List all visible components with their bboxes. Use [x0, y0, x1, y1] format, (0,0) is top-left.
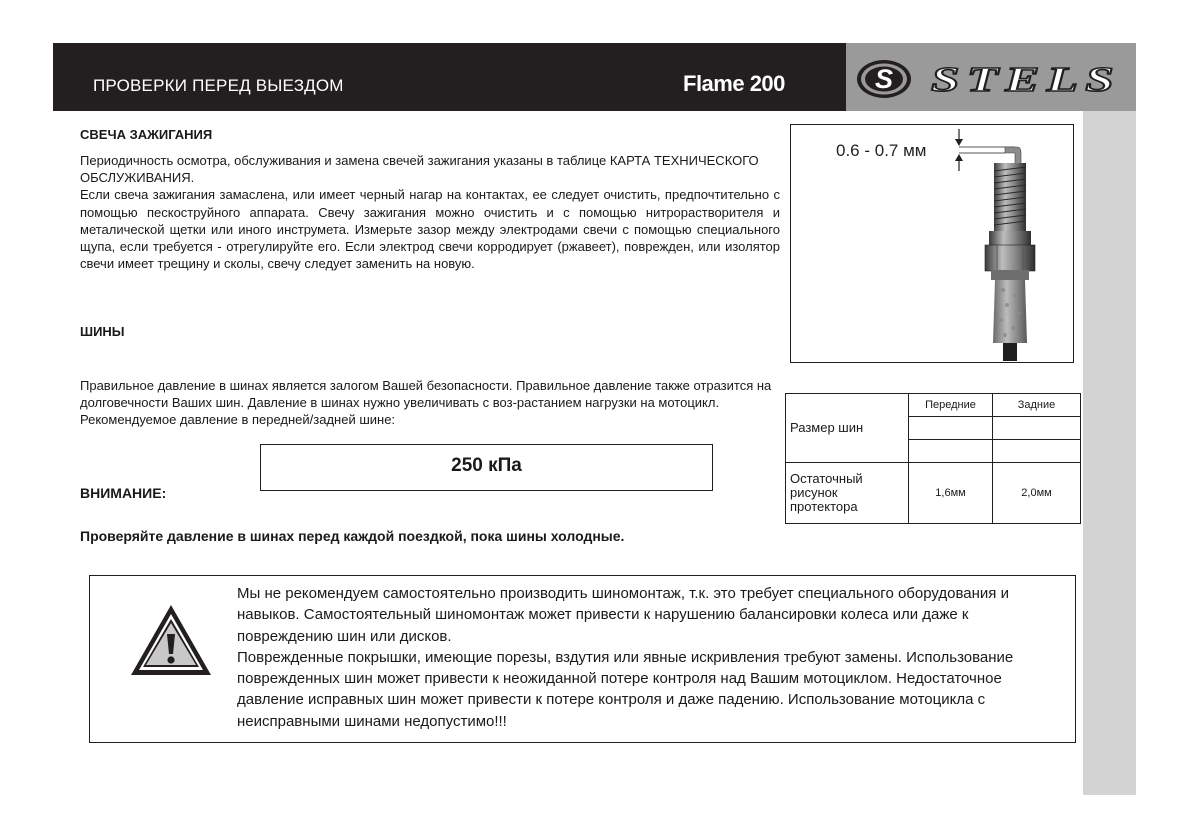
tires-paragraph: Правильное давление в шинах является залогом Вашей безопасности. Правильное давление также отразится на долговечности Ваших шин. Давление в шинах нужно увеличивать с воз-растанием нагрузки на мотоцикл. Рекомендуемое давление в передней/задней шине:	[80, 378, 772, 428]
tire-size-front	[909, 417, 993, 440]
spark-plug-text	[80, 152, 780, 272]
tread-row	[786, 463, 1081, 524]
page-title: ПРОВЕРКИ ПЕРЕД ВЫЕЗДОМ	[93, 76, 344, 95]
warning-paragraph-1: Мы не рекомендуем самостоятельно производить шиномонтаж, т.к. это требует специального оборудования и навыков. Самостоятельный шиномонтаж может привести к нарушению балансировки колеса или даже к повреждению шин или дисков.	[237, 585, 1009, 645]
tire-size-front-2	[909, 440, 993, 463]
tire-size-label: Размер шин	[786, 394, 909, 463]
warning-triangle-icon	[128, 602, 214, 678]
spark-plug-figure	[790, 124, 1074, 363]
electrode-gap-label: 0.6 - 0.7 мм	[836, 141, 927, 160]
svg-text:STELS: STELS	[931, 60, 1121, 99]
tire-table	[785, 393, 1081, 524]
warning-paragraph-2: Поврежденные покрышки, имеющие порезы, вздутия или явные искривления требуют замены. Использование поврежденных шин может привести к неожиданной потере контроля над Вашим мотоциклом. Недостаточное давление исправных шин может привести к потере контроля и даже падению. Использование мотоцикла с неисправными шинами недопустимо!!!	[237, 648, 1014, 730]
tire-size-rear-2	[993, 440, 1081, 463]
spark-plug-icon	[791, 125, 1072, 361]
rear-column-header: Задние	[993, 394, 1081, 417]
pressure-check-note: Проверяйте давление в шинах перед каждой поездкой, пока шины холодные.	[80, 528, 625, 544]
spark-plug-paragraph-2: Если свеча зажигания замаслена, или имеет черный нагар на контактах, ее следует очистить, предпочтительно с помощью пескоструйного аппарата. Свечу зажигания можно очистить и с помощью нитрорастворителя и металической щетки или иного инструмета. Измерьте зазор между электродами свечи с помощью специального щупа, если требуется - отрегулируйте его. Если электрод свечи корродирует (ржавеет), поврежден, или изолятор свечи имеет трещину и сколы, свечу следует заменить на новую.	[80, 187, 780, 272]
warning-text	[237, 583, 1067, 732]
tread-rear-value: 2,0мм	[993, 463, 1081, 524]
stels-logo-icon	[846, 43, 1136, 111]
svg-text:S: S	[874, 64, 894, 94]
tire-table-header-row	[786, 394, 1081, 417]
model-name: Flame 200	[683, 71, 785, 96]
front-column-header: Передние	[909, 394, 993, 417]
tread-front-value: 1,6мм	[909, 463, 993, 524]
tires-text	[80, 377, 790, 429]
tires-heading: ШИНЫ	[80, 324, 125, 339]
tire-pressure-value: 250 кПа	[260, 444, 713, 491]
tire-size-rear	[993, 417, 1081, 440]
side-strip	[1083, 111, 1136, 795]
brand-logo	[846, 43, 1136, 111]
attention-label: ВНИМАНИЕ:	[80, 485, 167, 501]
spark-plug-heading: СВЕЧА ЗАЖИГАНИЯ	[80, 127, 213, 142]
spark-plug-paragraph-1: Периодичность осмотра, обслуживания и замена свечей зажигания указаны в таблице КАРТА ТЕХНИЧЕСКОГО ОБСЛУЖИВАНИЯ.	[80, 153, 759, 186]
tread-label: Остаточный рисунок протектора	[786, 463, 909, 524]
